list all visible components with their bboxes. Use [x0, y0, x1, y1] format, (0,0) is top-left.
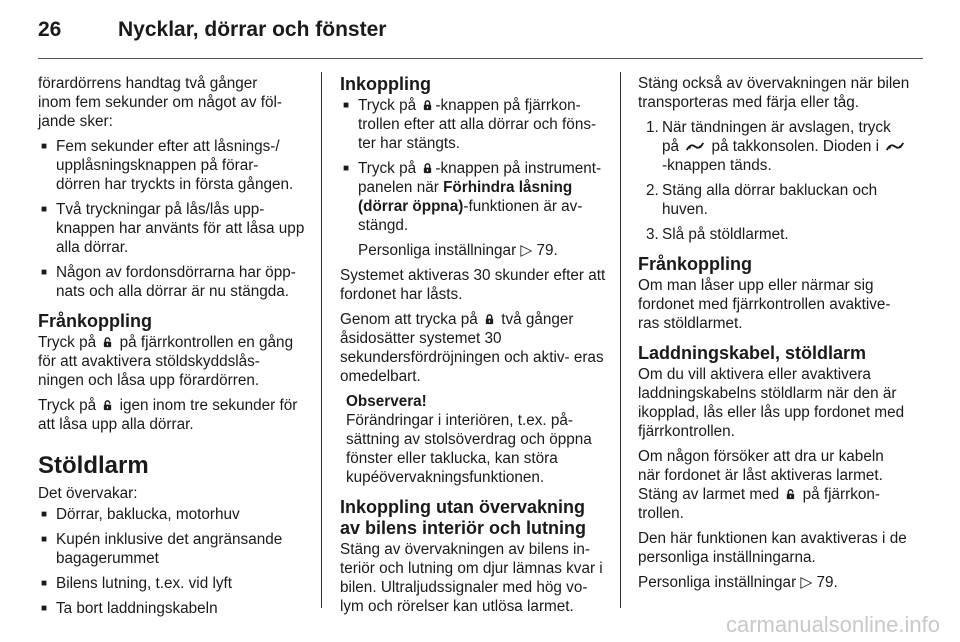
list-item: ■ Ta bort laddningskabeln — [41, 600, 218, 617]
list-item: ■ Bilens lutning, t.ex. vid lyft — [41, 575, 232, 592]
column-divider-1 — [321, 72, 322, 608]
column-1 — [38, 74, 306, 624]
function-name: Förhindra låsning (dörrar öppna) — [358, 179, 573, 215]
paragraph: Genom att trycka på två gånger åsidosätter systemet 30 sekundersfördröjningen och aktiv- eras omedelbart. — [340, 311, 604, 385]
bullet-icon: ■ — [343, 163, 350, 174]
unlock-icon — [785, 489, 796, 500]
paragraph: Systemet aktiveras 30 skunder efter att fordonet har låsts. — [340, 267, 606, 303]
note-box — [340, 392, 608, 487]
list-item: ■ Tryck på -knappen på instrument- panelen när Förhindra låsning (dörrar öppna)-funktionen är av- stängd. — [343, 160, 602, 234]
bullet-icon: ■ — [41, 578, 48, 589]
note-title: Observera! — [346, 393, 427, 410]
cross-reference: Personliga inställningar ▷ 79. — [638, 574, 838, 591]
list-item: ■ Kupén inklusive det angränsande bagagerummet — [41, 531, 283, 567]
page-title: Nycklar, dörrar och fönster — [118, 18, 387, 41]
interior-monitoring-icon — [685, 141, 705, 152]
list-inkoppling — [340, 96, 608, 235]
bullet-icon: ■ — [41, 534, 48, 545]
lock-icon — [422, 163, 433, 174]
unlock-icon — [102, 337, 113, 348]
paragraph: Om man låser upp eller närmar sig fordonet med fjärrkontrollen avaktive- ras stöldlarmet. — [638, 277, 891, 332]
column-3 — [638, 74, 910, 598]
cross-reference: Personliga inställningar ▷ 79. — [358, 242, 558, 259]
step-item: 2. Stäng alla dörrar bakluckan och huven. — [646, 182, 878, 218]
column-divider-2 — [620, 72, 621, 608]
list-monitored — [38, 505, 306, 618]
watermark: carmanualsonline.info — [725, 612, 940, 637]
list-item: ■ Någon av fordonsdörrarna har öpp- nats och alla dörrar är nu stängda. — [41, 264, 296, 300]
unlock-icon — [102, 400, 113, 411]
heading-stoldlarm: Stöldlarm — [38, 452, 149, 479]
page-number: 26 — [38, 18, 62, 41]
heading-inkoppling-utan: Inkoppling utan övervakning av bilens interiör och lutning — [340, 497, 587, 538]
intro-paragraph: förardörrens handtag två gånger inom fem sekunder om något av föl- jande sker: — [38, 75, 283, 130]
paragraph: Tryck på på fjärrkontrollen en gång för att avaktivera stöldskyddslås- ningen och låsa upp förardörren. — [38, 334, 294, 389]
reference-arrow-icon: ▷ — [800, 574, 813, 591]
list-item: ■ Fem sekunder efter att låsnings-/ upplåsningsknappen på förar- dörren har tryckts in första gången. — [41, 138, 294, 193]
paragraph: Stäng också av övervakningen när bilen transporteras med färja eller tåg. — [638, 75, 910, 111]
steps-list — [638, 118, 910, 244]
paragraph: Om du vill aktivera eller avaktivera laddningskabelns stöldlarm när den är ikopplad, lås eller lås upp fordonet med fjärrkontrollen. — [638, 366, 905, 440]
bullet-icon: ■ — [41, 509, 48, 520]
heading-frankoppling: Frånkoppling — [38, 311, 152, 331]
header-rule — [38, 58, 923, 59]
paragraph: Tryck på igen inom tre sekunder för att låsa upp alla dörrar. — [38, 397, 298, 433]
list-item: ■ Två tryckningar på lås/lås upp- knappen har använts för att låsa upp alla dörrar. — [41, 201, 305, 256]
heading-frankoppling: Frånkoppling — [638, 254, 752, 274]
step-item: 1. När tändningen är avslagen, tryck på på takkonsolen. Dioden i -knappen tänds. — [638, 118, 910, 175]
lock-icon — [422, 100, 433, 111]
paragraph: Stäng av övervakningen av bilens in- teriör och lutning om djur lämnas kvar i bilen. Ultraljudssignaler med hög vo- lym och rörelser kan utlösa larmet. — [340, 541, 603, 615]
paragraph: Om någon försöker att dra ur kabeln när fordonet är låst aktiveras larmet. Stäng av larmet med på fjärrkon- trollen. — [638, 448, 884, 522]
heading-inkoppling: Inkoppling — [340, 74, 431, 94]
list-conditions — [38, 137, 306, 301]
bullet-icon: ■ — [41, 204, 48, 215]
bullet-icon: ■ — [41, 267, 48, 278]
step-item: 3. Slå på stöldlarmet. — [646, 226, 789, 243]
paragraph: Det övervakar: — [38, 485, 138, 502]
list-item: ■ Dörrar, baklucka, motorhuv — [41, 506, 240, 523]
reference-arrow-icon: ▷ — [520, 242, 533, 259]
interior-monitoring-icon — [885, 141, 905, 152]
list-item: ■ Tryck på -knappen på fjärrkon- trollen efter att alla dörrar och föns- ter har stängts. — [343, 97, 597, 152]
bullet-icon: ■ — [41, 603, 48, 614]
paragraph: Den här funktionen kan avaktiveras i de personliga inställningarna. — [638, 530, 907, 566]
column-2 — [340, 74, 608, 622]
bullet-icon: ■ — [343, 100, 350, 111]
heading-laddningskabel: Laddningskabel, stöldlarm — [638, 343, 867, 363]
bullet-icon: ■ — [41, 141, 48, 152]
note-text: Förändringar i interiören, t.ex. på- sättning av stolsöverdrag och öppna fönster eller taklucka, kan störa kupéövervakningsfunktionen. — [346, 412, 592, 486]
lock-icon — [484, 314, 495, 325]
